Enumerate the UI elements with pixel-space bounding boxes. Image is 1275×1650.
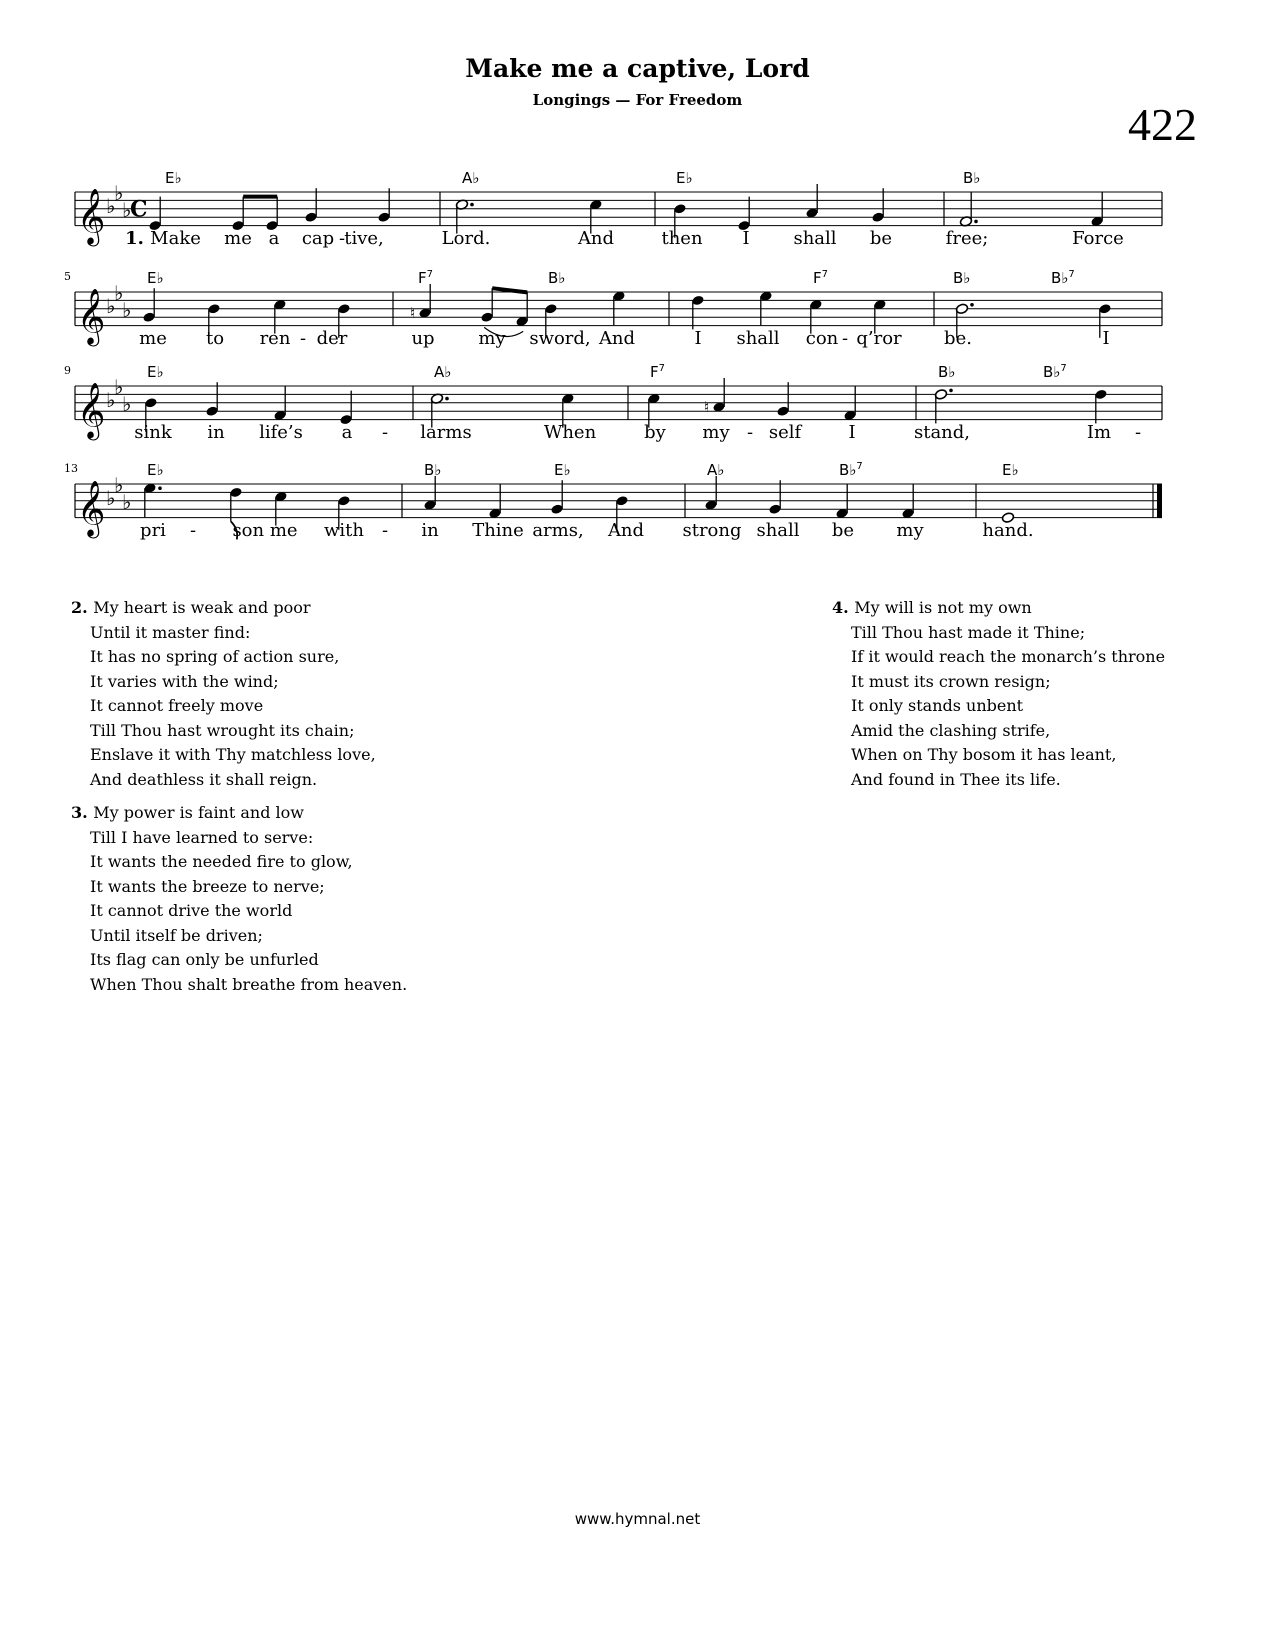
lyric-syllable: to: [205, 328, 225, 349]
chord-root: E♭: [147, 269, 164, 287]
lyric-hyphen: -: [1134, 422, 1142, 443]
verse-line: It only stands unbent: [851, 696, 1024, 715]
lyric-syllable: my: [478, 328, 506, 349]
staff-notation: [0, 364, 1275, 454]
lyric-syllable: a: [341, 422, 353, 443]
flat-accidental-icon: ♭: [106, 293, 116, 318]
note: [691, 295, 704, 330]
verse-line: Until it master find:: [90, 622, 251, 642]
lyric-syllable: up: [411, 328, 435, 349]
lyric-syllable: in: [207, 422, 225, 443]
chord-symbol: [953, 269, 970, 287]
chord-root: B♭: [1051, 269, 1069, 287]
chord-symbol: [1043, 363, 1067, 381]
chord-symbol: [938, 363, 955, 381]
lyric-syllable: I: [1102, 328, 1110, 349]
chord-root: B♭: [1043, 363, 1061, 381]
verse-number: 3.: [71, 803, 94, 822]
note: [612, 290, 625, 325]
verse-number: 4.: [832, 598, 855, 617]
lyric-syllable: pri: [140, 520, 166, 541]
chord-extension: 7: [658, 363, 666, 374]
verse-3: [71, 801, 407, 997]
treble-clef-icon: 𝄞: [77, 480, 106, 537]
verse-line: [71, 596, 376, 621]
verse-line-text: My heart is weak and poor: [93, 598, 311, 617]
note: [480, 288, 493, 323]
chord-root: A♭: [434, 363, 452, 381]
chord-root: E♭: [147, 363, 164, 381]
verse-line: When Thou shalt breathe from heaven.: [90, 974, 408, 994]
lyric-syllable: son me: [232, 520, 298, 541]
chord-root: E♭: [165, 169, 182, 187]
verse-line: Enslave it with Thy matchless love,: [90, 745, 376, 764]
lyric-syllable: shall: [793, 228, 837, 249]
verse-line: And found in Thee its life.: [851, 769, 1061, 789]
note: [304, 188, 317, 223]
note: [339, 391, 352, 426]
chord-extension: 7: [1060, 363, 1067, 374]
lyric-syllable: 1. Make: [125, 228, 201, 249]
chord-symbol: [147, 363, 164, 381]
note: [704, 378, 726, 416]
note: [934, 389, 952, 424]
chord-symbol: [548, 269, 565, 287]
verse-line-text: My power is faint and low: [93, 803, 304, 822]
chord-symbol: [839, 461, 863, 479]
flat-accidental-icon: ♭: [106, 387, 116, 412]
note: [377, 188, 390, 223]
chord-root: F: [418, 269, 427, 287]
lyric-syllable: then: [661, 228, 703, 249]
note: [704, 476, 717, 511]
lyric-syllable: stand,: [913, 422, 971, 443]
chord-root: E♭: [1002, 461, 1019, 479]
note: [423, 476, 436, 511]
chord-symbol: [963, 169, 980, 187]
lyric-syllable: be: [831, 520, 855, 541]
lyric-syllable: When: [543, 422, 597, 443]
verse-line: Its flag can only be unfurled: [90, 950, 319, 969]
lyric-syllable: con: [805, 328, 839, 349]
note: [768, 480, 781, 515]
treble-clef-icon: 𝄞: [77, 288, 106, 345]
lyric-hyphen: -: [338, 228, 346, 249]
note: [805, 184, 818, 219]
note: [1090, 192, 1103, 227]
note: [143, 482, 161, 517]
verse-line: Till Thou hast made it Thine;: [851, 622, 1086, 642]
lyric-hyphen: -: [381, 520, 389, 541]
verse-line: Amid the clashing strife,: [851, 720, 1051, 740]
chord-extension: 7: [856, 461, 863, 472]
note: [231, 197, 244, 232]
verse-4: [832, 596, 1165, 792]
verse-line: It must its crown resign;: [851, 671, 1051, 691]
note: [776, 382, 789, 417]
verse-line: [71, 801, 407, 826]
lyric-syllable: hand.: [982, 520, 1034, 541]
flat-accidental-icon: ♭: [114, 375, 124, 400]
lyric-hyphen: -: [841, 328, 849, 349]
verse-line: Till Thou hast wrought its chain;: [90, 720, 355, 740]
note: [871, 188, 884, 223]
note: [515, 292, 528, 327]
note: [550, 480, 563, 515]
lyric-syllable: arms,: [532, 520, 584, 541]
flat-accidental-icon: ♭: [114, 181, 124, 206]
lyric-syllable: free;: [945, 228, 989, 249]
treble-clef-icon: 𝄞: [77, 188, 106, 245]
note: [265, 197, 278, 232]
flat-accidental-icon: ♭: [122, 392, 132, 416]
lyric-syllable: cap: [301, 228, 335, 249]
chord-root: B♭: [938, 363, 956, 381]
hymn-title: Make me a captive, Lord: [465, 54, 810, 83]
chord-root: B♭: [548, 269, 566, 287]
chord-symbol: [418, 269, 433, 287]
chord-extension: 7: [1068, 269, 1075, 280]
flat-accidental-icon: ♭: [122, 298, 132, 322]
treble-clef-icon: 𝄞: [77, 382, 106, 439]
chord-symbol: [813, 269, 828, 287]
lyric-syllable: Thine: [472, 520, 524, 541]
verse-number: 2.: [71, 598, 94, 617]
verse-line: When on Thy bosom it has leant,: [851, 745, 1117, 764]
measure-number: 9: [64, 364, 71, 377]
chord-root: B♭: [953, 269, 971, 287]
lyric-syllable: Lord.: [441, 228, 491, 249]
flat-accidental-icon: ♭: [122, 198, 132, 222]
chord-symbol: [707, 461, 724, 479]
chord-symbol: [434, 363, 451, 381]
lyric-syllable: tive,: [344, 228, 384, 249]
hymn-category: Longings — For Freedom: [532, 91, 743, 109]
verse-line: Till I have learned to serve:: [90, 827, 314, 847]
chord-root: B♭: [963, 169, 981, 187]
verse-line: It has no spring of action sure,: [90, 647, 340, 666]
common-time-icon: C: [130, 196, 148, 223]
staff-system-3: [0, 364, 1275, 464]
lyric-syllable: in: [421, 520, 439, 541]
flat-accidental-icon: ♭: [106, 485, 116, 510]
chord-symbol: [165, 169, 182, 187]
note: [1094, 389, 1107, 424]
lyric-syllable: strong: [682, 520, 742, 541]
measure-number: 5: [64, 270, 71, 283]
lyric-syllable: I: [694, 328, 702, 349]
chord-root: B♭: [424, 461, 442, 479]
chord-symbol: [462, 169, 479, 187]
verse-line: If it would reach the monarch’s throne: [851, 647, 1166, 666]
note: [205, 382, 218, 417]
staff-notation: [0, 270, 1275, 360]
lyric-syllable: And: [607, 520, 645, 541]
lyric-syllable: sword,: [529, 328, 591, 349]
lyric-syllable: shall: [756, 520, 800, 541]
note: [142, 288, 155, 323]
chord-extension: 7: [426, 269, 434, 280]
flat-accidental-icon: ♭: [106, 193, 116, 218]
verse-line: It cannot freely move: [90, 696, 264, 715]
lyric-syllable: I: [848, 422, 856, 443]
chord-root: A♭: [462, 169, 480, 187]
verse-2: [71, 596, 376, 792]
chord-symbol: [1051, 269, 1075, 287]
note: [959, 192, 977, 227]
flat-accidental-icon: ♭: [114, 281, 124, 306]
note: [273, 386, 286, 421]
verse-line: It varies with the wind;: [90, 671, 279, 691]
lyric-syllable: self: [768, 422, 802, 443]
verse-line: It cannot drive the world: [90, 901, 293, 920]
lyric-syllable: be: [869, 228, 893, 249]
lyric-syllable: be.: [944, 328, 972, 349]
chord-extension: 7: [821, 269, 829, 280]
verse-line: It wants the breeze to nerve;: [90, 876, 325, 896]
lyric-hyphen: -: [381, 422, 389, 443]
lyric-syllable: life’s: [259, 422, 303, 443]
note: [835, 484, 848, 519]
lyric-hyphen: -: [189, 520, 197, 541]
chord-symbol: [676, 169, 693, 187]
note: [488, 484, 501, 519]
note: [843, 386, 856, 421]
staff-system-1: [0, 170, 1275, 270]
website-footer: www.hymnal.net: [574, 1510, 701, 1528]
lyric-syllable: a: [268, 228, 280, 249]
note: [410, 284, 432, 322]
measure-number: 13: [64, 462, 78, 475]
note: [759, 290, 772, 325]
chord-symbol: [650, 363, 665, 381]
lyric-syllable: by: [644, 422, 666, 443]
lyric-syllable: sink: [134, 422, 172, 443]
chord-root: E♭: [676, 169, 693, 187]
note: [148, 197, 161, 232]
svg-text:♮: ♮: [410, 304, 416, 322]
chord-root: F: [650, 363, 659, 381]
lyric-syllable: my: [896, 520, 924, 541]
chord-root: E♭: [554, 461, 571, 479]
verse-line: [832, 596, 1165, 621]
lyric-hyphen: -: [299, 328, 307, 349]
lyric-syllable: me: [224, 228, 252, 249]
chord-root: E♭: [147, 461, 164, 479]
chord-symbol: [554, 461, 571, 479]
lyric-syllable: larms: [420, 422, 472, 443]
chord-symbol: [147, 461, 164, 479]
lyric-syllable: der: [316, 328, 348, 349]
chord-root: B♭: [839, 461, 857, 479]
staff-system-2: [0, 270, 1275, 370]
lyric-syllable: I: [742, 228, 750, 249]
lyric-syllable: with: [324, 520, 364, 541]
staff-system-4: [0, 462, 1275, 562]
svg-text:♮: ♮: [704, 398, 710, 416]
chord-symbol: [147, 269, 164, 287]
chord-root: A♭: [707, 461, 725, 479]
lyric-hyphen: -: [746, 422, 754, 443]
verse-line: Until itself be driven;: [90, 925, 263, 945]
note: [737, 197, 750, 232]
hymn-number: 422: [1128, 99, 1197, 150]
lyric-syllable: shall: [736, 328, 780, 349]
final-barline: [1157, 484, 1162, 518]
verse-line: It wants the needed fire to glow,: [90, 852, 353, 871]
lyric-syllable: And: [577, 228, 615, 249]
lyric-syllable: Im: [1086, 422, 1112, 443]
flat-accidental-icon: ♭: [122, 490, 132, 514]
lyric-syllable: And: [598, 328, 636, 349]
note: [901, 484, 914, 519]
verse-line: And deathless it shall reign.: [90, 769, 318, 789]
chord-symbol: [1002, 461, 1019, 479]
lyric-syllable: ren: [259, 328, 291, 349]
lyric-syllable: q’ror: [856, 328, 902, 349]
verse-line-text: My will is not my own: [854, 598, 1032, 617]
chord-symbol: [424, 461, 441, 479]
flat-accidental-icon: ♭: [114, 473, 124, 498]
lyric-syllable: my: [702, 422, 730, 443]
chord-root: F: [813, 269, 822, 287]
lyric-syllable: Force: [1072, 228, 1124, 249]
lyric-syllable: me: [139, 328, 167, 349]
